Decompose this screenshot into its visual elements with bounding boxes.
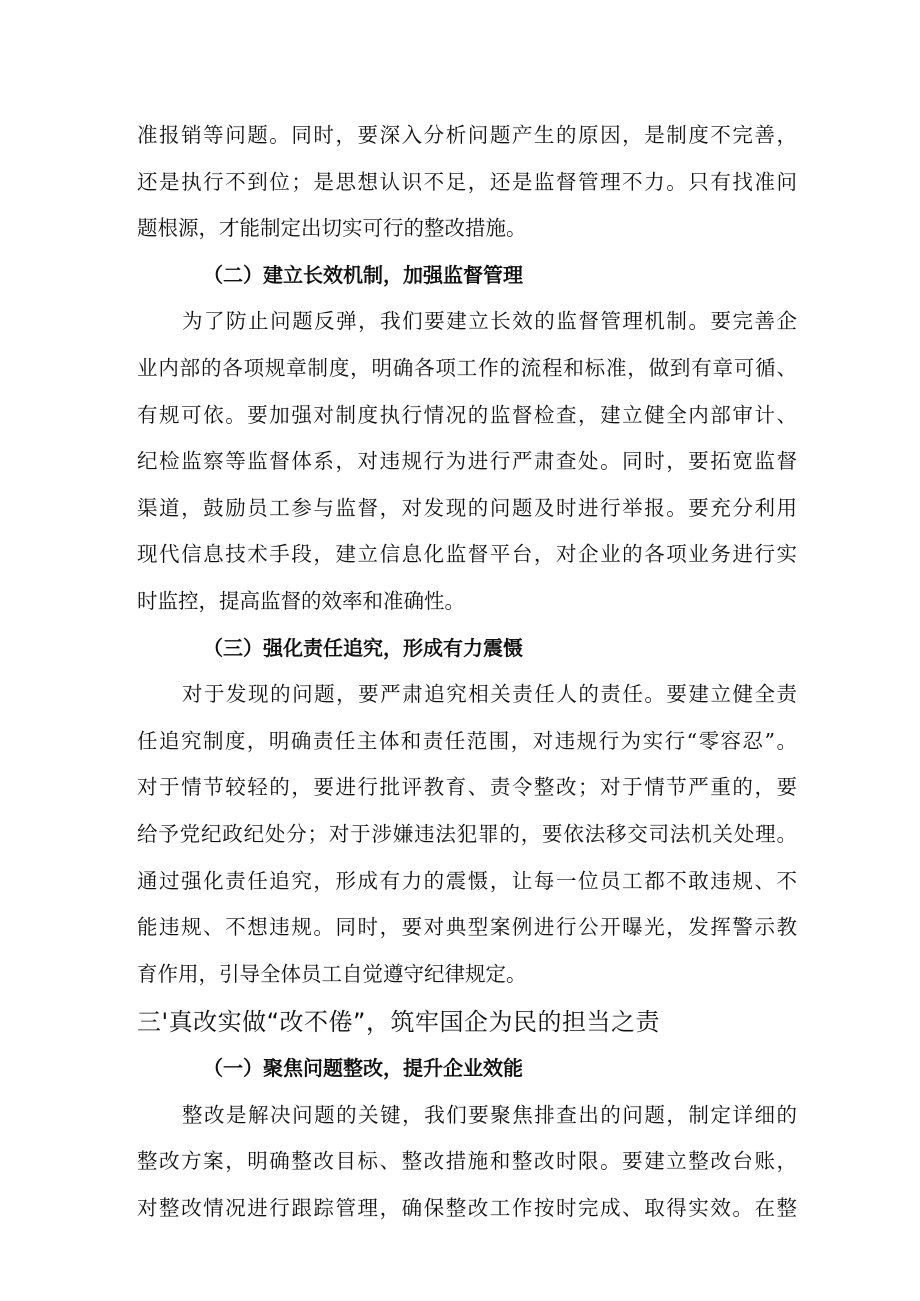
paragraph-line: 准报销等问题。同时，要深入分析问题产生的原因，是制度不完善， [137, 123, 797, 147]
paragraph-line: 时监控，提高监督的效率和准确性。 [137, 588, 465, 613]
paragraph-line: 育作用，引导全体员工自觉遵守纪律规定。 [137, 961, 527, 986]
section-heading-three: 三'真改实做“改不倦”，筑牢国企为民的担当之责 [137, 1008, 660, 1037]
paragraph-line: 渠道，鼓励员工参与监督，对发现的问题及时进行举报。要充分利用 [137, 495, 797, 520]
paragraph-line: 有规可依。要加强对制度执行情况的监督检查，建立健全内部审计、 [137, 402, 797, 427]
subheading-two: （二）建立长效机制，加强监督管理 [203, 262, 523, 287]
paragraph-line: 对于情节较轻的，要进行批评教育、责令整改；对于情节严重的，要 [137, 775, 797, 800]
paragraph-line: 纪检监察等监督体系，对违规行为进行严肃查处。同时，要拓宽监督 [137, 449, 797, 474]
paragraph-line: 为了防止问题反弹，我们要建立长效的监督管理机制。要完善企 [182, 309, 797, 334]
document-body [137, 112, 797, 1232]
paragraph-line: 整改是解决问题的关键，我们要聚焦排查出的问题，制定详细的 [182, 1102, 797, 1127]
paragraph-line: 题根源，才能制定出切实可行的整改措施。 [137, 216, 527, 241]
paragraph-line: 能违规、不想违规。同时，要对典型案例进行公开曝光，发挥警示教 [137, 915, 797, 940]
subheading-one: （一）聚焦问题整改，提升企业效能 [203, 1056, 523, 1081]
paragraph-line: 给予党纪政纪处分；对于涉嫌违法犯罪的，要依法移交司法机关处理。 [137, 821, 797, 846]
paragraph-line: 还是执行不到位；是思想认识不足，还是监督管理不力。只有找准问 [137, 169, 797, 194]
paragraph-line: 业内部的各项规章制度，明确各项工作的流程和标准，做到有章可循、 [137, 355, 797, 380]
paragraph-line: 现代信息技术手段，建立信息化监督平台，对企业的各项业务进行实 [137, 542, 797, 567]
paragraph-line: 通过强化责任追究，形成有力的震慑，让每一位员工都不敢违规、不 [137, 868, 797, 893]
paragraph-line: 对于发现的问题，要严肃追究相关责任人的责任。要建立健全责 [182, 682, 797, 707]
paragraph-line: 任追究制度，明确责任主体和责任范围，对违规行为实行“零容忍”。 [137, 728, 797, 753]
subheading-three: （三）强化责任追究，形成有力震慑 [203, 635, 523, 660]
paragraph-line: 对整改情况进行跟踪管理，确保整改工作按时完成、取得实效。在整 [137, 1196, 797, 1221]
paragraph-line: 整改方案，明确整改目标、整改措施和整改时限。要建立整改台账， [137, 1149, 797, 1174]
